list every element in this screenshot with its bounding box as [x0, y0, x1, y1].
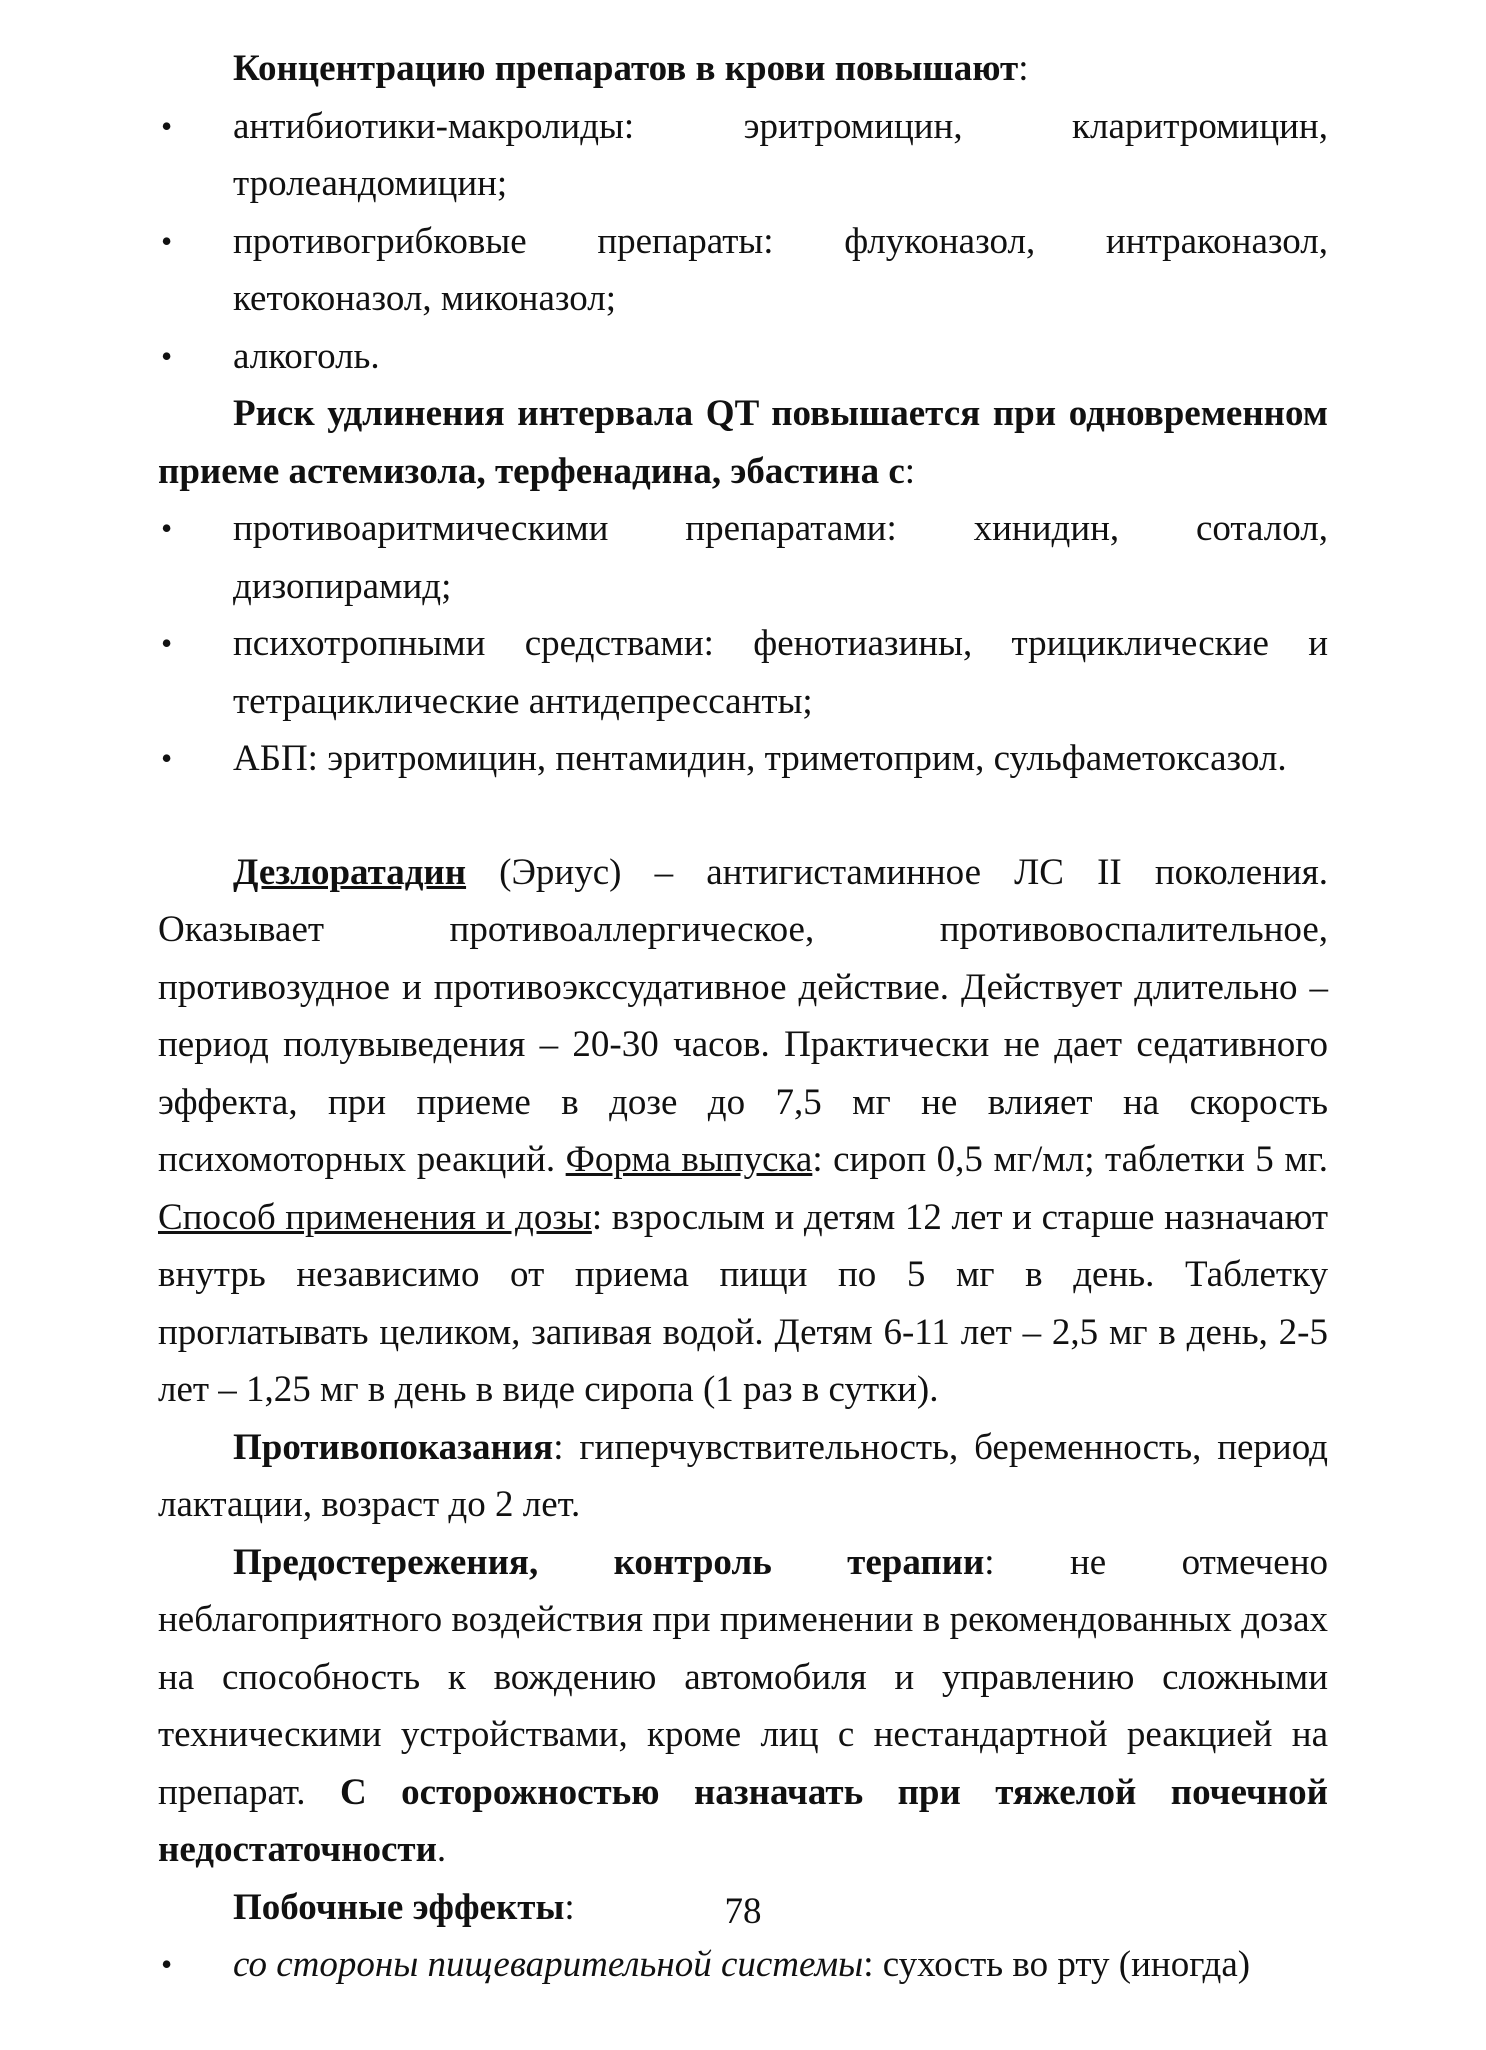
precautions-warning: С осторожностью назначать при тяжелой почечной недостаточности	[158, 1771, 1328, 1870]
side-effects-heading: Побочные эффекты:	[233, 1886, 575, 1928]
contra-label: Противопоказания	[233, 1426, 554, 1468]
side-effects-heading-text: Побочные эффекты	[233, 1886, 565, 1928]
drug-name: Дезлоратадин	[233, 851, 467, 893]
side-effect-system: со стороны пищеварительной системы	[233, 1944, 864, 1985]
side-effects-list	[158, 1936, 1328, 1994]
precautions-end: .	[436, 1829, 447, 1870]
list-item: • психотропными средствами: фенотиазины, трициклические и тетрациклические антидепрессанты;	[158, 615, 1328, 730]
drug-intro: (Эриус) – антигистаминное ЛС II поколения. Оказывает противоаллергическое, противовоспалительное, противозудное и противоэкссудативное действие. Действует длительно – период полувыведения – 20-30 часов. Практически не дает седативного эффекта, при приеме в дозе до 7,5 мг не влияет на скорость психомоторных реакций.	[158, 851, 1328, 1180]
contra-text: : гиперчувствительность, беременность, период лактации, возраст до 2 лет.	[158, 1426, 1328, 1525]
form-label: Форма выпуска	[565, 1139, 813, 1180]
list-item: • алкоголь.	[158, 328, 1328, 386]
section1-list	[158, 98, 1328, 386]
section2-heading: Риск удлинения интервала QT повышается при одновременном приеме астемизола, терфенадина, эбастина с:	[158, 393, 1328, 492]
list-item: • антибиотики-макролиды: эритромицин, кларитромицин, тролеандомицин;	[158, 98, 1328, 213]
spacer	[158, 788, 1328, 844]
precautions-text: : не отмечено неблагоприятного воздействия при применении в рекомендованных дозах на способность к вождению автомобиля и управлению сложными техническими устройствами, кроме лиц с нестандартной реакцией на препарат.	[158, 1541, 1328, 1813]
section1-heading: Концентрацию препаратов в крови повышают:	[233, 48, 1029, 89]
precautions-label: Предостережения, контроль терапии	[233, 1541, 985, 1583]
section2-list	[158, 500, 1328, 788]
list-item	[158, 1936, 1328, 1994]
contra-paragraph	[158, 1419, 1328, 1534]
precautions-paragraph	[158, 1534, 1328, 1879]
list-item: • противогрибковые препараты: флуконазол, интраконазол, кетоконазол, миконазол;	[158, 213, 1328, 328]
list-item: • противоаритмическими препаратами: хинидин, соталол, дизопирамид;	[158, 500, 1328, 615]
list-item: • АБП: эритромицин, пентамидин, триметоприм, сульфаметоксазол.	[158, 730, 1328, 788]
section1-heading-text: Концентрацию препаратов в крови повышают	[233, 48, 1019, 89]
drug-paragraph	[158, 844, 1328, 1419]
dose-label: Способ применения и дозы	[158, 1196, 592, 1238]
document-page	[158, 40, 1328, 1994]
dose-text: : взрослым и детям 12 лет и старше назначают внутрь независимо от приема пищи по 5 мг в день. Таблетку проглатывать целиком, запивая водой. Детям 6-11 лет – 2,5 мг в день, 2-5 лет – 1,25 мг в день в виде сиропа (1 раз в сутки).	[158, 1196, 1329, 1410]
form-text: : сироп 0,5 мг/мл; таблетки 5 мг.	[812, 1139, 1328, 1180]
page-number: 78	[724, 1891, 762, 1932]
section2-heading-text: Риск удлинения интервала QT повышается при одновременном приеме астемизола, терфенадина, эбастина с	[158, 393, 1328, 492]
side-effect-text: : сухость во рту (иногда)	[863, 1944, 1251, 1985]
